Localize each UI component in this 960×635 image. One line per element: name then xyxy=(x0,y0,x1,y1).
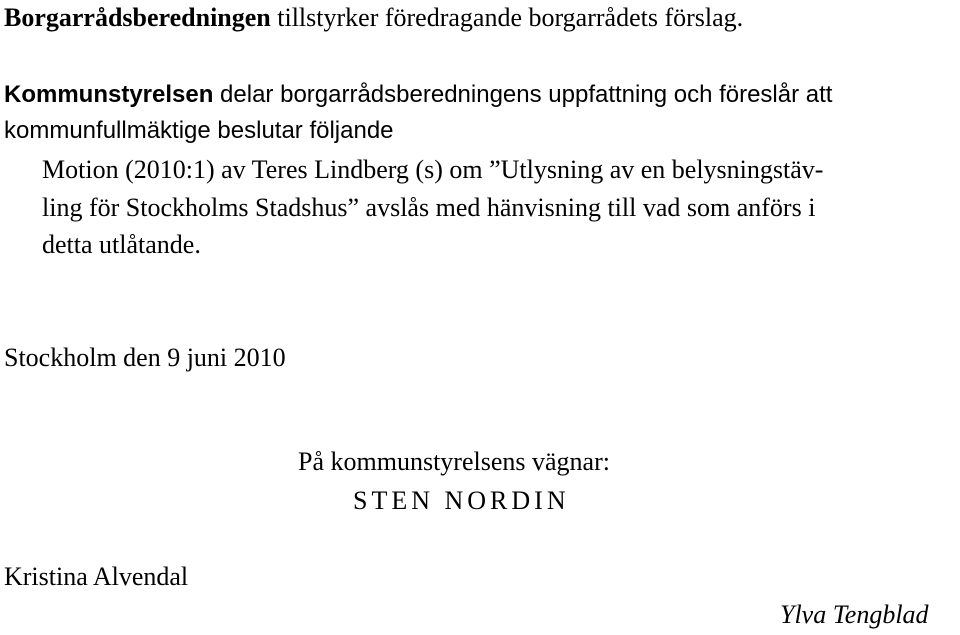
left-signatory: Kristina Alvendal xyxy=(4,562,189,591)
on-behalf-line: På kommunstyrelsens vägnar: xyxy=(298,447,610,476)
chair-name: STEN NORDIN xyxy=(353,486,570,515)
right-signatory: Ylva Tengblad xyxy=(780,600,929,629)
decision-bold-lead: Borgarrådsberedningen xyxy=(4,3,271,32)
motion-line-1: Motion (2010:1) av Teres Lindberg (s) om ”Utlysning av en belysningstäv- xyxy=(42,155,824,184)
motion-line-2: ling för Stockholms Stadshus” avslås med hänvisning till vad som anförs i xyxy=(42,193,816,222)
decision-line xyxy=(4,5,743,31)
motion-line-3: detta utlåtande. xyxy=(42,230,201,259)
proposal-line-2: kommunfullmäktige beslutar följande xyxy=(4,117,394,144)
proposal-rest: delar borgarrådsberedningens uppfattning och föreslår att xyxy=(213,81,833,108)
decision-rest: tillstyrker föredragande borgarrådets förslag. xyxy=(270,3,744,32)
proposal-bold-lead: Kommunstyrelsen xyxy=(4,81,214,108)
place-date: Stockholm den 9 juni 2010 xyxy=(4,343,286,372)
proposal-line-1 xyxy=(4,83,832,107)
